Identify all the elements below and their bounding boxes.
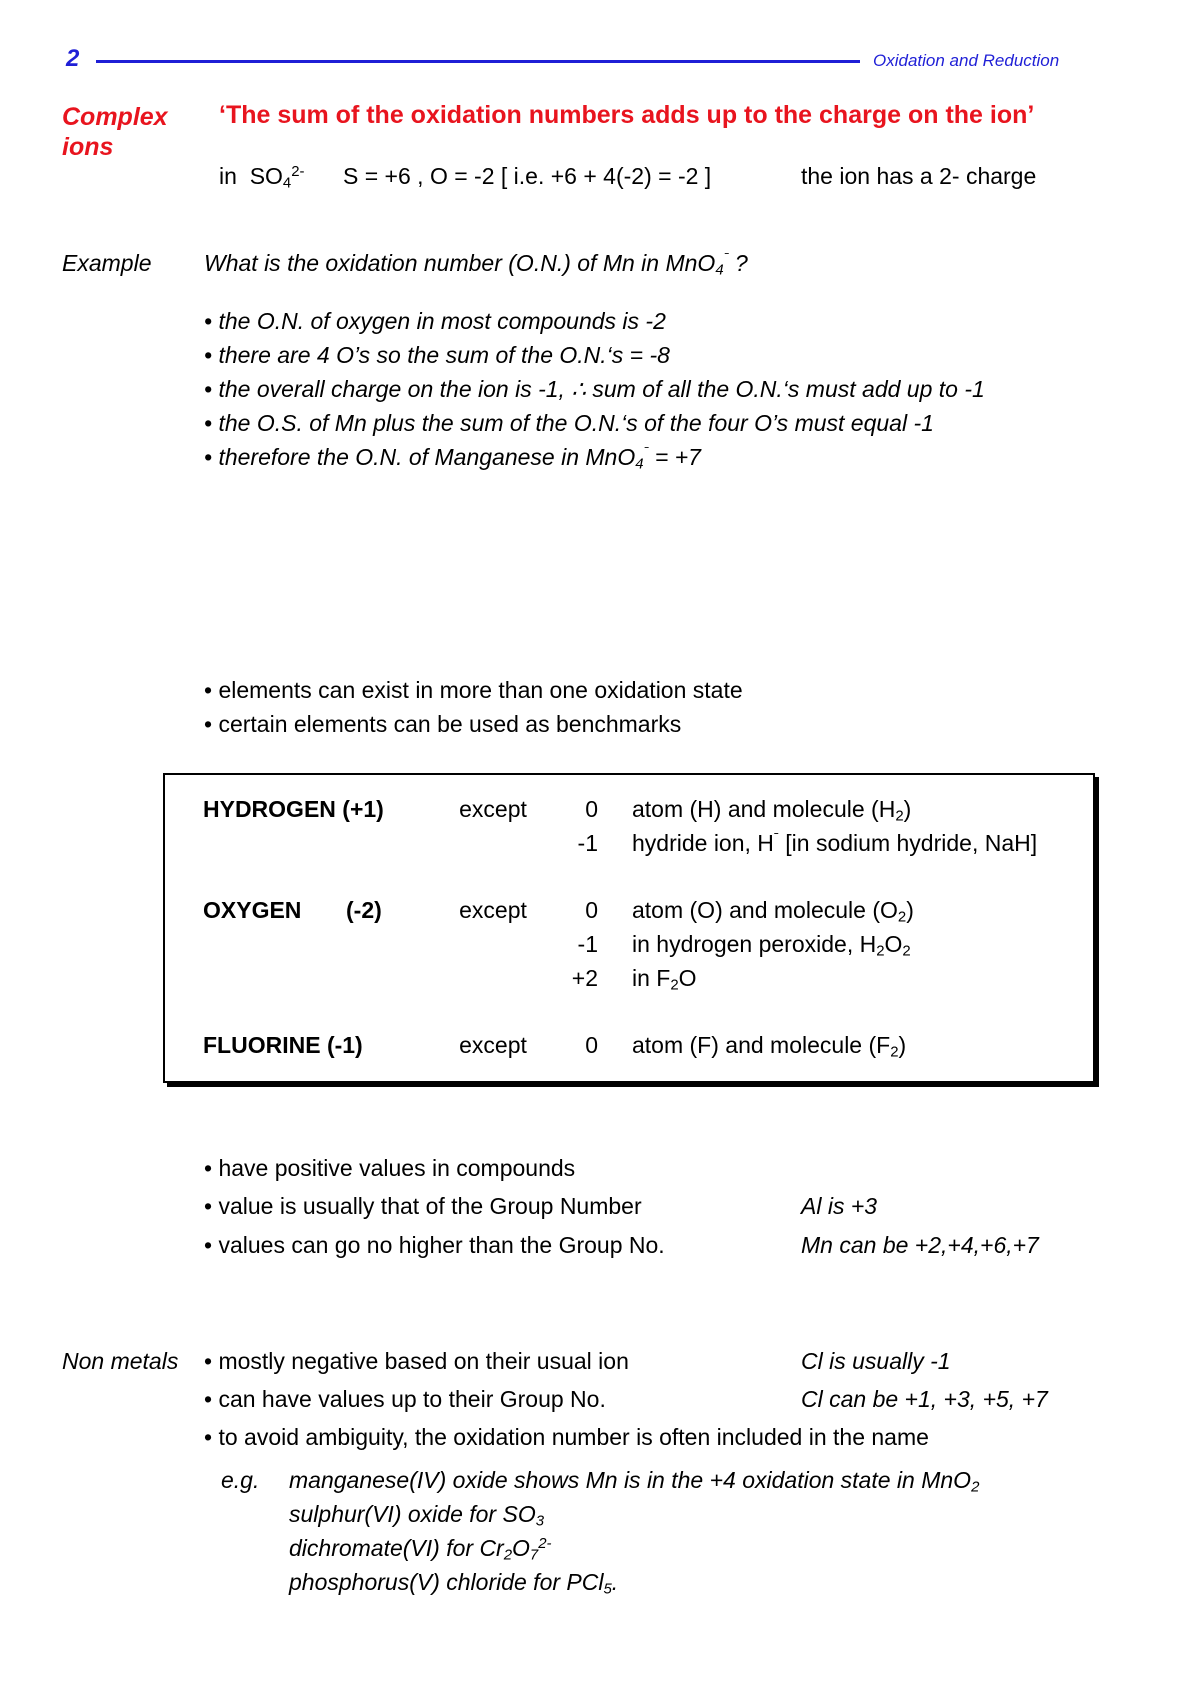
example-bullet: • the overall charge on the ion is -1, ∴ sum of all the O.N.‘s must add up to -1 xyxy=(204,376,985,402)
non-metals-example: Cl is usually -1 xyxy=(801,1348,951,1374)
oxygen-label: OXYGEN xyxy=(203,897,302,923)
non-metals-bullet: • to avoid ambiguity, the oxidation number is often included in the name xyxy=(204,1424,929,1450)
non-metals-side-label: Non metals xyxy=(62,1348,179,1374)
sulfate-values: S = +6 , O = -2 [ i.e. +6 + 4(-2) = -2 ] xyxy=(343,163,712,189)
example-bullet: • the O.S. of Mn plus the sum of the O.N.‘s of the four O’s must equal -1 xyxy=(204,410,934,436)
metals-example: Mn can be +2,+4,+6,+7 xyxy=(801,1232,1039,1258)
oxygen-note: atom (O) and molecule $(O_2)$ xyxy=(632,897,914,926)
non-metals-bullet: • mostly negative based on their usual ion xyxy=(204,1348,629,1374)
oxygen-value: 0 xyxy=(585,897,598,923)
hydrogen-note: atom (H) and molecule $(H_2)$ xyxy=(632,796,912,825)
oxygen-value: +2 xyxy=(571,965,598,991)
fluorine-note: atom (F) and molecule $(F_2)$ xyxy=(632,1032,907,1061)
hydrogen-value: -1 xyxy=(577,830,598,856)
example-question: What is the oxidation number (O.N.) of Mn in MnO$_4^ˉ$ ? xyxy=(204,249,748,279)
oxygen-state: (-2) xyxy=(346,897,382,923)
metals-bullet: • value is usually that of the Group Number xyxy=(204,1193,642,1219)
complex-ions-rule: ‘The sum of the oxidation numbers adds up to the charge on the ion’ xyxy=(219,101,1035,129)
states-bullet: • certain elements can be used as benchmarks xyxy=(204,711,682,737)
non-metals-bullet: • can have values up to their Group No. xyxy=(204,1386,606,1412)
hydrogen-label: HYDROGEN (+1) xyxy=(203,796,384,822)
non-metals-example: Cl can be +1, +3, +5, +7 xyxy=(801,1386,1048,1412)
sulfate-formula: $SO_4^{2-}$ xyxy=(249,162,305,192)
naming-example: sulphur(VI) oxide for $SO_3$ xyxy=(289,1501,545,1530)
sulfate-example xyxy=(219,163,305,190)
benchmark-box xyxy=(163,773,1095,1083)
page-number: 2 xyxy=(66,45,80,72)
hydrogen-value: 0 xyxy=(585,796,598,822)
example-bullet: • there are 4 O’s so the sum of the O.N.‘s = -8 xyxy=(204,342,670,368)
fluorine-value: 0 xyxy=(585,1032,598,1058)
example-side-label: Example xyxy=(62,250,152,276)
oxygen-value: -1 xyxy=(577,931,598,957)
oxygen-except: except xyxy=(459,897,527,923)
hydrogen-note: hydride ion, $H^ˉ$ [in sodium hydride, NaH] xyxy=(632,829,1038,856)
running-title: Oxidation and Reduction xyxy=(873,51,1060,70)
example-bullet: • the O.N. of oxygen in most compounds is -2 xyxy=(204,308,666,334)
example-in-word: in xyxy=(219,163,237,189)
eg-label: e.g. xyxy=(221,1467,260,1493)
oxygen-note: in $F_2O$ xyxy=(632,965,697,994)
metals-bullet: • values can go no higher than the Group No. xyxy=(204,1232,665,1258)
fluorine-label: FLUORINE (-1) xyxy=(203,1032,363,1058)
fluorine-except: except xyxy=(459,1032,527,1058)
hydrogen-except: except xyxy=(459,796,527,822)
metals-bullet: • have positive values in compounds xyxy=(204,1155,576,1181)
naming-example: phosphorus(V) chloride for PCl$_5$. xyxy=(289,1569,619,1598)
example-bullet: • therefore the O.N. of Manganese in MnO$_4^ˉ$ = +7 xyxy=(204,443,701,473)
states-bullet: • elements can exist in more than one oxidation state xyxy=(204,677,743,703)
oxygen-note: in hydrogen peroxide, $H_2O_2$ xyxy=(632,931,911,960)
header-rule xyxy=(96,60,860,63)
metals-example: Al is +3 xyxy=(801,1193,878,1219)
sulfate-charge-note: the ion has a 2- charge xyxy=(801,163,1037,189)
naming-example: manganese(IV) oxide shows Mn is in the +4 oxidation state in MnO$_2$ xyxy=(289,1467,980,1496)
naming-example: dichromate(VI) for $Cr_2O_7^{2-}$ xyxy=(289,1534,552,1564)
complex-ions-side-label: Complex ions xyxy=(62,103,168,161)
